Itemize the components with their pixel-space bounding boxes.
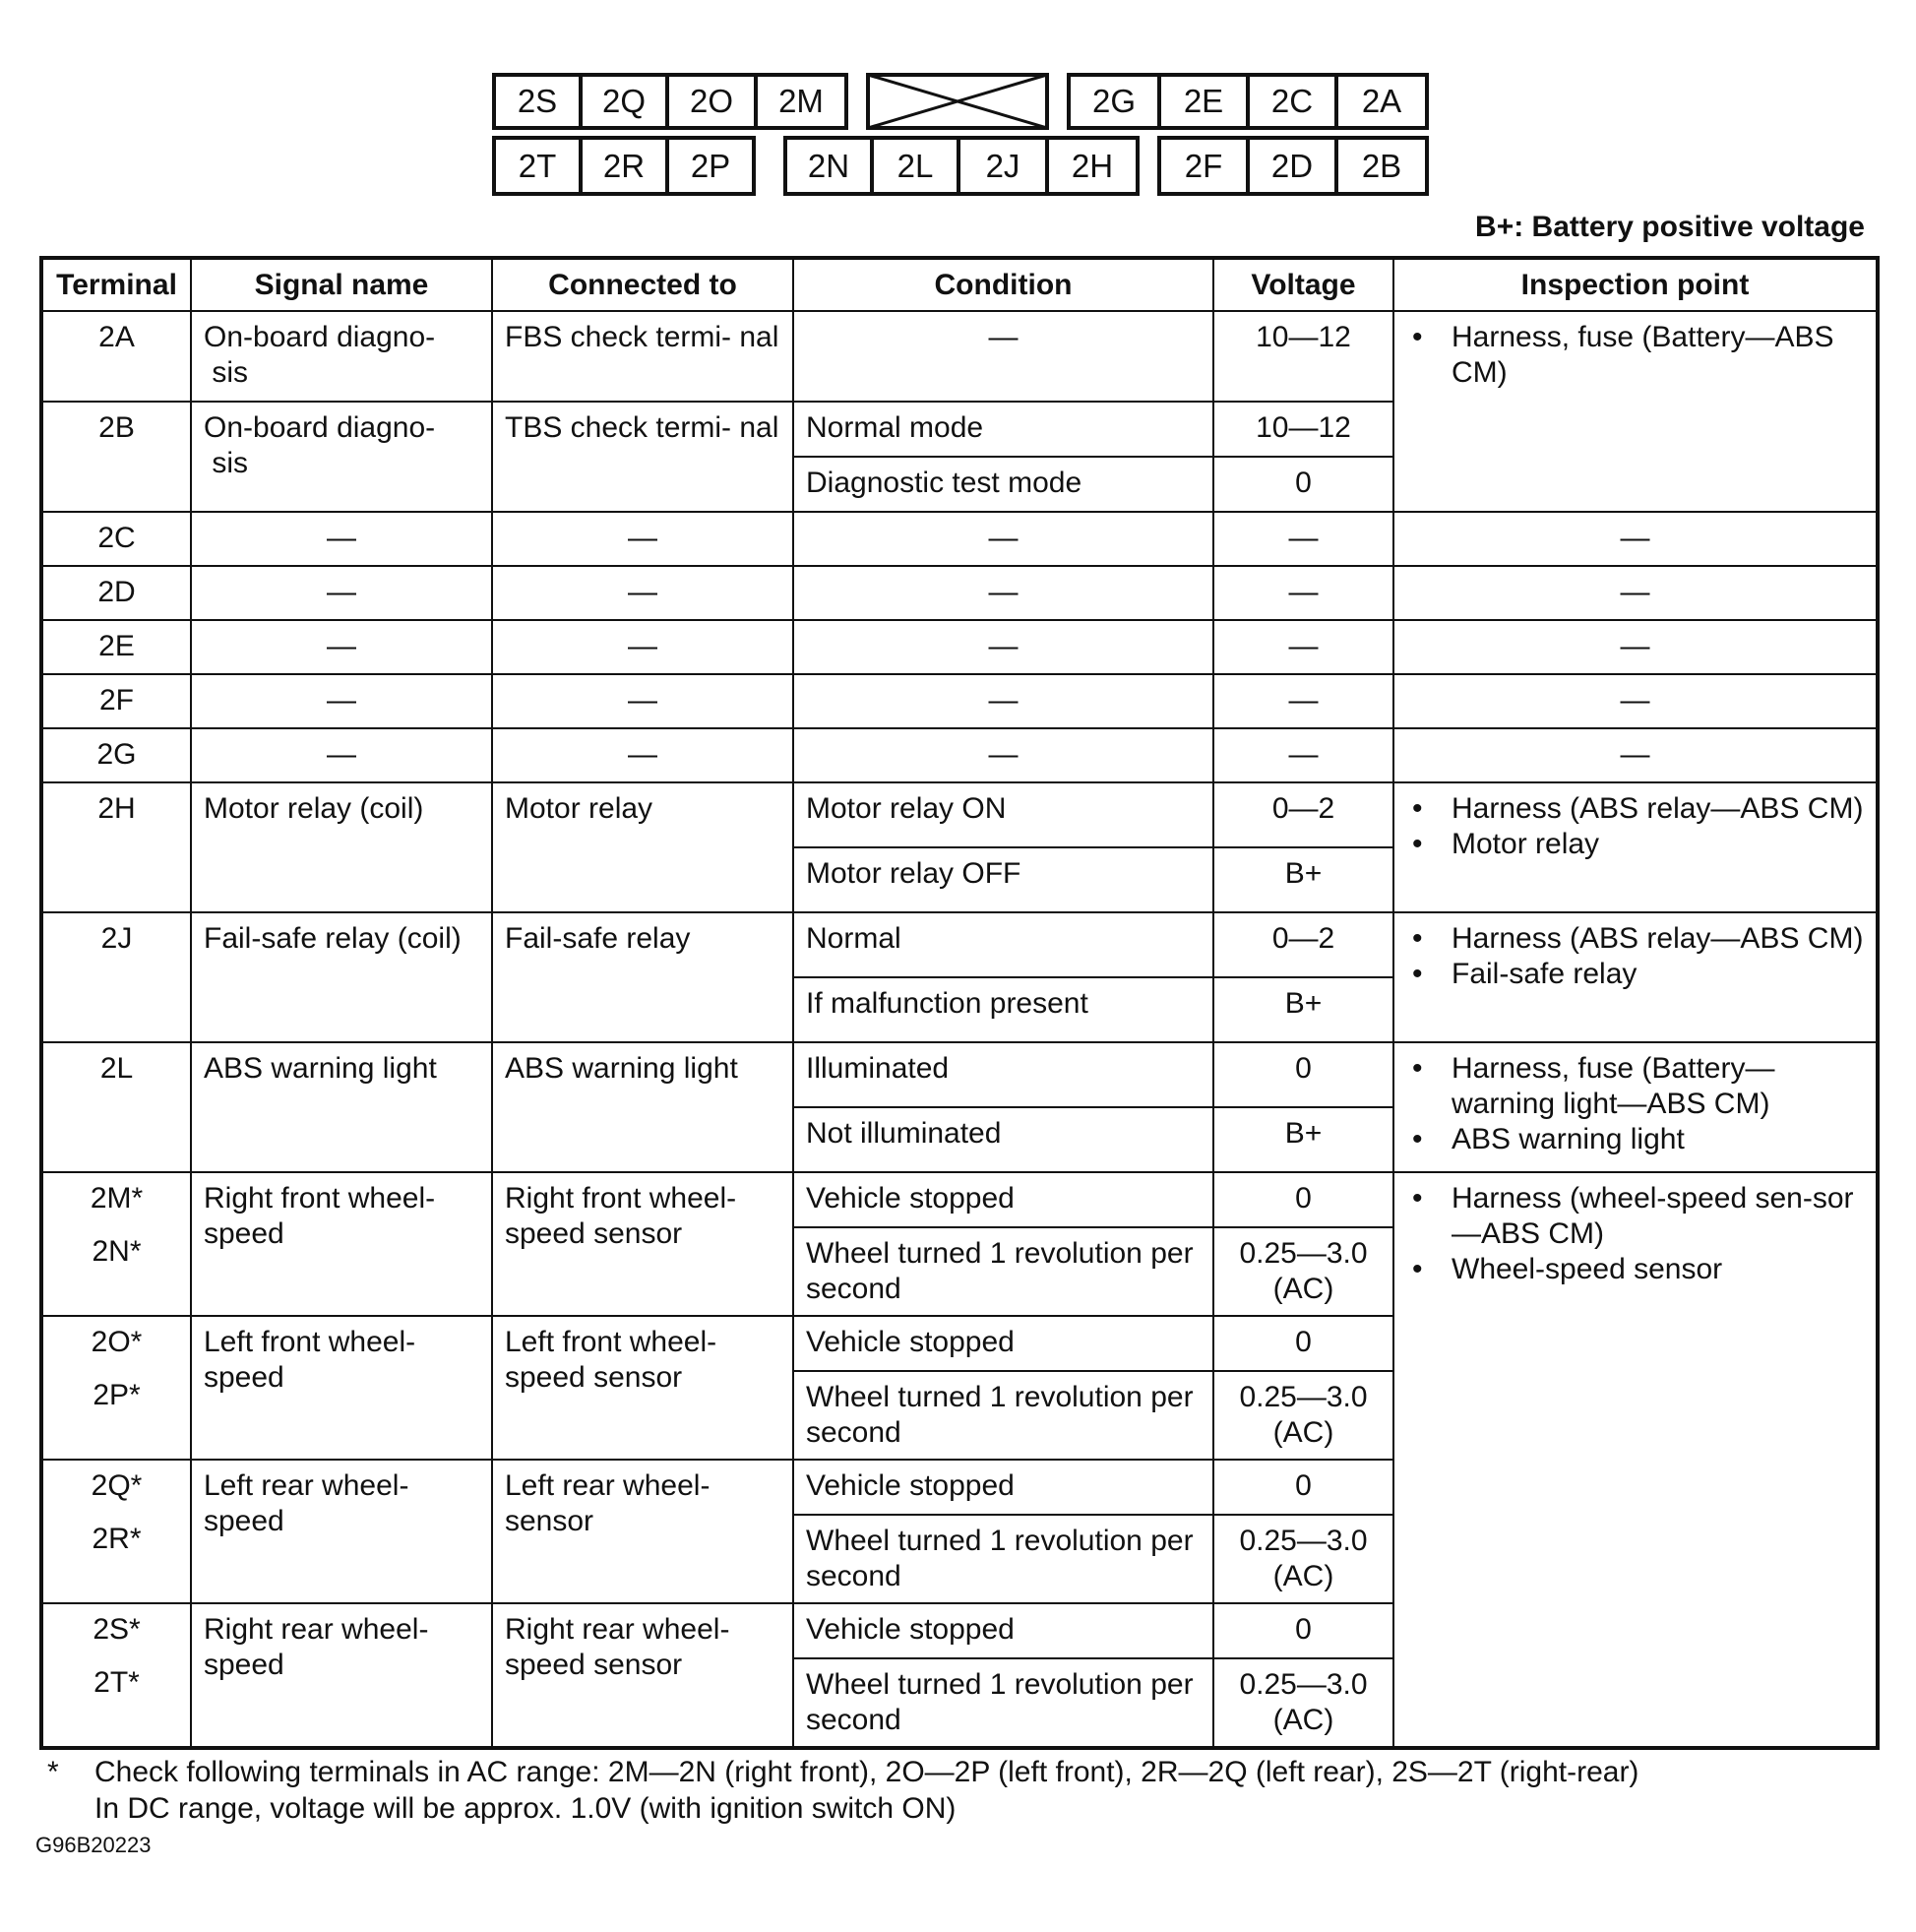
footnote-line: Check following terminals in AC range: 2M—2N (right front), 2O—2P (left front), 2R—2Q (left rear), 2S—2T (right-rear) — [94, 1756, 1639, 1788]
voltage-cell: — — [1213, 512, 1393, 566]
terminal-cell — [41, 1172, 191, 1316]
footnote-marker: * — [47, 1756, 59, 1788]
voltage-cell: 10—12 — [1213, 311, 1393, 402]
voltage-cell: 0 — [1213, 1042, 1393, 1107]
inspection-item: • Harness, fuse (Battery—warning light—ABS CM) — [1452, 1051, 1864, 1122]
condition-cell: Vehicle stopped — [793, 1172, 1213, 1227]
signal-cell: — — [191, 512, 492, 566]
condition-cell: Illuminated — [793, 1042, 1213, 1107]
signal-cell: On-board diagno- sis — [191, 402, 492, 512]
inspection-item: • Fail-safe relay — [1452, 957, 1864, 992]
condition-cell: — — [793, 728, 1213, 782]
terminal-label: 2P* — [93, 1379, 141, 1411]
connector-pin: 2Q — [579, 73, 669, 130]
inspection-cell: — — [1393, 512, 1878, 566]
signal-cell: Right front wheel-speed — [191, 1172, 492, 1316]
voltage-cell: 0 — [1213, 1172, 1393, 1227]
terminal-label: 2O* — [91, 1326, 143, 1358]
voltage-cell: 0—2 — [1213, 782, 1393, 847]
connector-pin: 2G — [1067, 73, 1161, 130]
connected-cell: Left rear wheel-sensor — [492, 1460, 793, 1603]
voltage-cell: 0.25—3.0 (AC) — [1213, 1227, 1393, 1316]
header-voltage: Voltage — [1213, 258, 1393, 311]
condition-cell: — — [793, 311, 1213, 402]
connected-cell: TBS check termi- nal — [492, 402, 793, 512]
terminal-table — [39, 256, 1880, 1750]
connected-cell: Left front wheel-speed sensor — [492, 1316, 793, 1460]
condition-cell: Wheel turned 1 revolution per second — [793, 1371, 1213, 1460]
signal-cell: ABS warning light — [191, 1042, 492, 1172]
table-row — [41, 728, 1878, 782]
connector-diagram — [492, 73, 1429, 196]
header-terminal: Terminal — [41, 258, 191, 311]
inspection-cell — [1393, 782, 1878, 912]
condition-cell: Vehicle stopped — [793, 1603, 1213, 1658]
inspection-cell — [1393, 311, 1878, 512]
connector-pin: 2C — [1246, 73, 1338, 130]
terminal-label: 2T* — [93, 1666, 140, 1699]
connected-cell: Right rear wheel-speed sensor — [492, 1603, 793, 1748]
condition-cell: Motor relay OFF — [793, 847, 1213, 912]
connector-pin: 2M — [754, 73, 848, 130]
connected-cell: — — [492, 674, 793, 728]
condition-cell: Diagnostic test mode — [793, 457, 1213, 512]
terminal-cell: 2J — [41, 912, 191, 1042]
terminal-cell: 2C — [41, 512, 191, 566]
connected-cell: — — [492, 728, 793, 782]
voltage-cell: 0.25—3.0 (AC) — [1213, 1515, 1393, 1603]
connector-pin: 2J — [957, 136, 1049, 196]
header-condition: Condition — [793, 258, 1213, 311]
table-row — [41, 1042, 1878, 1107]
condition-cell: Normal mode — [793, 402, 1213, 457]
connector-pin: 2R — [579, 136, 669, 196]
terminal-cell: 2A — [41, 311, 191, 402]
voltage-cell: B+ — [1213, 1107, 1393, 1172]
terminal-cell: 2E — [41, 620, 191, 674]
condition-cell: If malfunction present — [793, 977, 1213, 1042]
voltage-cell: — — [1213, 728, 1393, 782]
footnote — [47, 1754, 1638, 1827]
connector-pin: 2F — [1157, 136, 1250, 196]
voltage-cell: 0.25—3.0 (AC) — [1213, 1371, 1393, 1460]
signal-cell: Left rear wheel-speed — [191, 1460, 492, 1603]
terminal-cell: 2H — [41, 782, 191, 912]
inspection-cell: — — [1393, 620, 1878, 674]
connector-pin: 2B — [1334, 136, 1429, 196]
table-row — [41, 782, 1878, 847]
voltage-cell: 10—12 — [1213, 402, 1393, 457]
voltage-cell: 0 — [1213, 1316, 1393, 1371]
connector-pin: 2D — [1246, 136, 1338, 196]
signal-cell: Fail-safe relay (coil) — [191, 912, 492, 1042]
signal-cell: — — [191, 674, 492, 728]
connector-pin: 2L — [870, 136, 960, 196]
condition-cell: Wheel turned 1 revolution per second — [793, 1658, 1213, 1748]
inspection-cell — [1393, 1172, 1878, 1748]
condition-cell: — — [793, 674, 1213, 728]
terminal-cell: 2G — [41, 728, 191, 782]
connector-pin: 2N — [783, 136, 874, 196]
condition-cell: — — [793, 566, 1213, 620]
terminal-cell — [41, 1316, 191, 1460]
signal-cell: — — [191, 728, 492, 782]
condition-cell: — — [793, 620, 1213, 674]
inspection-cell: — — [1393, 566, 1878, 620]
header-connected-to: Connected to — [492, 258, 793, 311]
table-row — [41, 311, 1878, 402]
condition-cell: Vehicle stopped — [793, 1460, 1213, 1515]
signal-cell: Right rear wheel-speed — [191, 1603, 492, 1748]
connected-cell: — — [492, 620, 793, 674]
signal-cell: — — [191, 620, 492, 674]
condition-cell: Wheel turned 1 revolution per second — [793, 1515, 1213, 1603]
inspection-item: • ABS warning light — [1452, 1122, 1864, 1157]
terminal-cell: 2F — [41, 674, 191, 728]
connector-pin: 2P — [665, 136, 756, 196]
inspection-cell — [1393, 1042, 1878, 1172]
signal-cell: Left front wheel-speed — [191, 1316, 492, 1460]
inspection-item: • Harness (ABS relay—ABS CM) — [1452, 791, 1864, 827]
connected-cell: Motor relay — [492, 782, 793, 912]
inspection-cell: — — [1393, 674, 1878, 728]
connector-pin: 2T — [492, 136, 583, 196]
table-row — [41, 620, 1878, 674]
table-row — [41, 512, 1878, 566]
condition-cell: — — [793, 512, 1213, 566]
terminal-cell — [41, 1603, 191, 1748]
connected-cell: — — [492, 512, 793, 566]
voltage-cell: B+ — [1213, 977, 1393, 1042]
terminal-cell: 2L — [41, 1042, 191, 1172]
signal-cell: — — [191, 566, 492, 620]
table-row — [41, 566, 1878, 620]
table-row — [41, 912, 1878, 977]
inspection-item: • Motor relay — [1452, 827, 1864, 862]
connector-pin: 2O — [665, 73, 758, 130]
inspection-cell: — — [1393, 728, 1878, 782]
header-signal-name: Signal name — [191, 258, 492, 311]
voltage-cell: 0 — [1213, 457, 1393, 512]
connector-pin: 2A — [1334, 73, 1429, 130]
terminal-cell: 2D — [41, 566, 191, 620]
voltage-cell: — — [1213, 674, 1393, 728]
figure-id: G96B20223 — [35, 1833, 152, 1857]
condition-cell: Wheel turned 1 revolution per second — [793, 1227, 1213, 1316]
terminal-label: 2R* — [92, 1523, 142, 1555]
voltage-cell: 0.25—3.0 (AC) — [1213, 1658, 1393, 1748]
condition-cell: Normal — [793, 912, 1213, 977]
header-inspection-point: Inspection point — [1393, 258, 1878, 311]
connected-cell: — — [492, 566, 793, 620]
voltage-cell: — — [1213, 620, 1393, 674]
connected-cell: Fail-safe relay — [492, 912, 793, 1042]
signal-cell: Motor relay (coil) — [191, 782, 492, 912]
voltage-cell: B+ — [1213, 847, 1393, 912]
table-header-row — [41, 258, 1878, 311]
voltage-cell: 0 — [1213, 1603, 1393, 1658]
footnote-line: In DC range, voltage will be approx. 1.0V (with ignition switch ON) — [94, 1792, 957, 1825]
legend-note: B+: Battery positive voltage — [1475, 211, 1865, 243]
terminal-cell — [41, 1460, 191, 1603]
terminal-label: 2Q* — [91, 1469, 143, 1502]
connector-pin: 2S — [492, 73, 583, 130]
voltage-cell: 0—2 — [1213, 912, 1393, 977]
inspection-item: • Wheel-speed sensor — [1452, 1252, 1864, 1287]
connected-cell: FBS check termi- nal — [492, 311, 793, 402]
terminal-label: 2S* — [93, 1613, 141, 1646]
voltage-cell: — — [1213, 566, 1393, 620]
signal-cell: On-board diagno- sis — [191, 311, 492, 402]
terminal-cell: 2B — [41, 402, 191, 512]
condition-cell: Vehicle stopped — [793, 1316, 1213, 1371]
condition-cell: Not illuminated — [793, 1107, 1213, 1172]
blank-cavity-icon — [866, 73, 1049, 130]
inspection-item: • Harness, fuse (Battery—ABS CM) — [1452, 320, 1864, 391]
connector-pin: 2H — [1045, 136, 1140, 196]
inspection-cell — [1393, 912, 1878, 1042]
connected-cell: ABS warning light — [492, 1042, 793, 1172]
table-row — [41, 1172, 1878, 1227]
inspection-item: • Harness (wheel-speed sen-sor—ABS CM) — [1452, 1181, 1864, 1252]
connected-cell: Right front wheel-speed sensor — [492, 1172, 793, 1316]
table-row — [41, 674, 1878, 728]
condition-cell: Motor relay ON — [793, 782, 1213, 847]
terminal-label: 2M* — [90, 1182, 144, 1215]
voltage-cell: 0 — [1213, 1460, 1393, 1515]
connector-pin: 2E — [1157, 73, 1250, 130]
inspection-item: • Harness (ABS relay—ABS CM) — [1452, 921, 1864, 957]
terminal-label: 2N* — [92, 1235, 142, 1268]
